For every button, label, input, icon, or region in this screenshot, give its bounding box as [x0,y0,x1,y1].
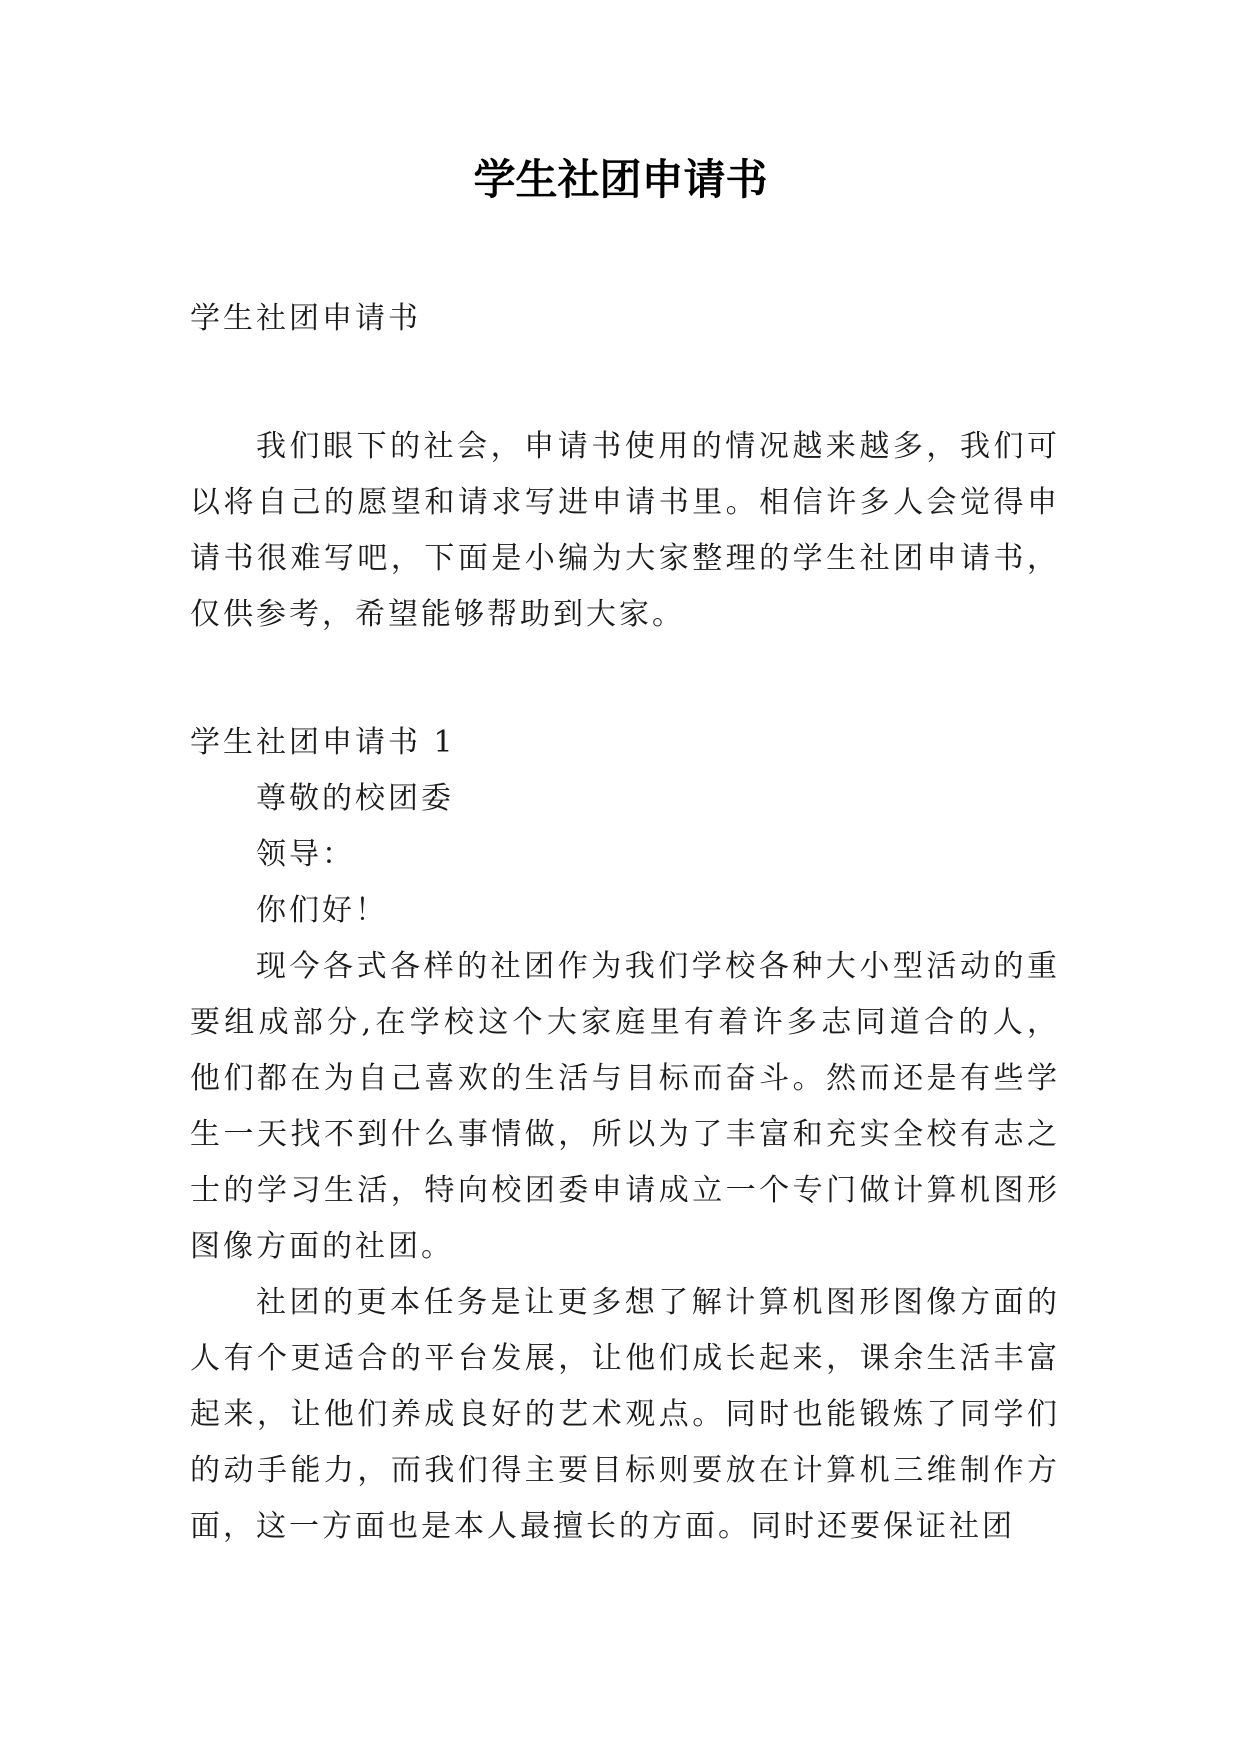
document-subtitle: 学生社团申请书 [190,301,421,336]
salutation-line-2: 领导： [256,837,355,872]
salutation-line-1: 尊敬的校团委 [256,781,454,816]
greeting-line: 你们好！ [256,893,388,928]
spacer [190,347,1060,419]
intro-paragraph: 我们眼下的社会，申请书使用的情况越来越多，我们可以将自己的愿望和请求写进申请书里。相信许多人会觉得申请书很难写吧，下面是小编为大家整理的学生社团申请书，仅供参考，希望能够帮助到大家。 [190,429,1060,632]
spacer [190,643,1060,715]
document-title: 学生社团申请书 [473,155,768,204]
section-heading: 学生社团申请书 1 [190,725,456,760]
body-paragraph-2: 社团的更本任务是让更多想了解计算机图形图像方面的人有个更适合的平台发展，让他们成长起来，课余生活丰富起来，让他们养成良好的艺术观点。同时也能锻炼了同学们的动手能力，而我们得主要目标则要放在计算机三维制作方面，这一方面也是本人最擅长的方面。同时还要保证社团 [190,1285,1060,1544]
document-body [190,291,1060,1555]
body-paragraph-1: 现今各式各样的社团作为我们学校各种大小型活动的重要组成部分,在学校这个大家庭里有着许多志同道合的人，他们都在为自己喜欢的生活与目标而奋斗。然而还是有些学生一天找不到什么事情做，所以为了丰富和充实全校有志之士的学习生活，特向校团委申请成立一个专门做计算机图形图像方面的社团。 [190,949,1060,1264]
